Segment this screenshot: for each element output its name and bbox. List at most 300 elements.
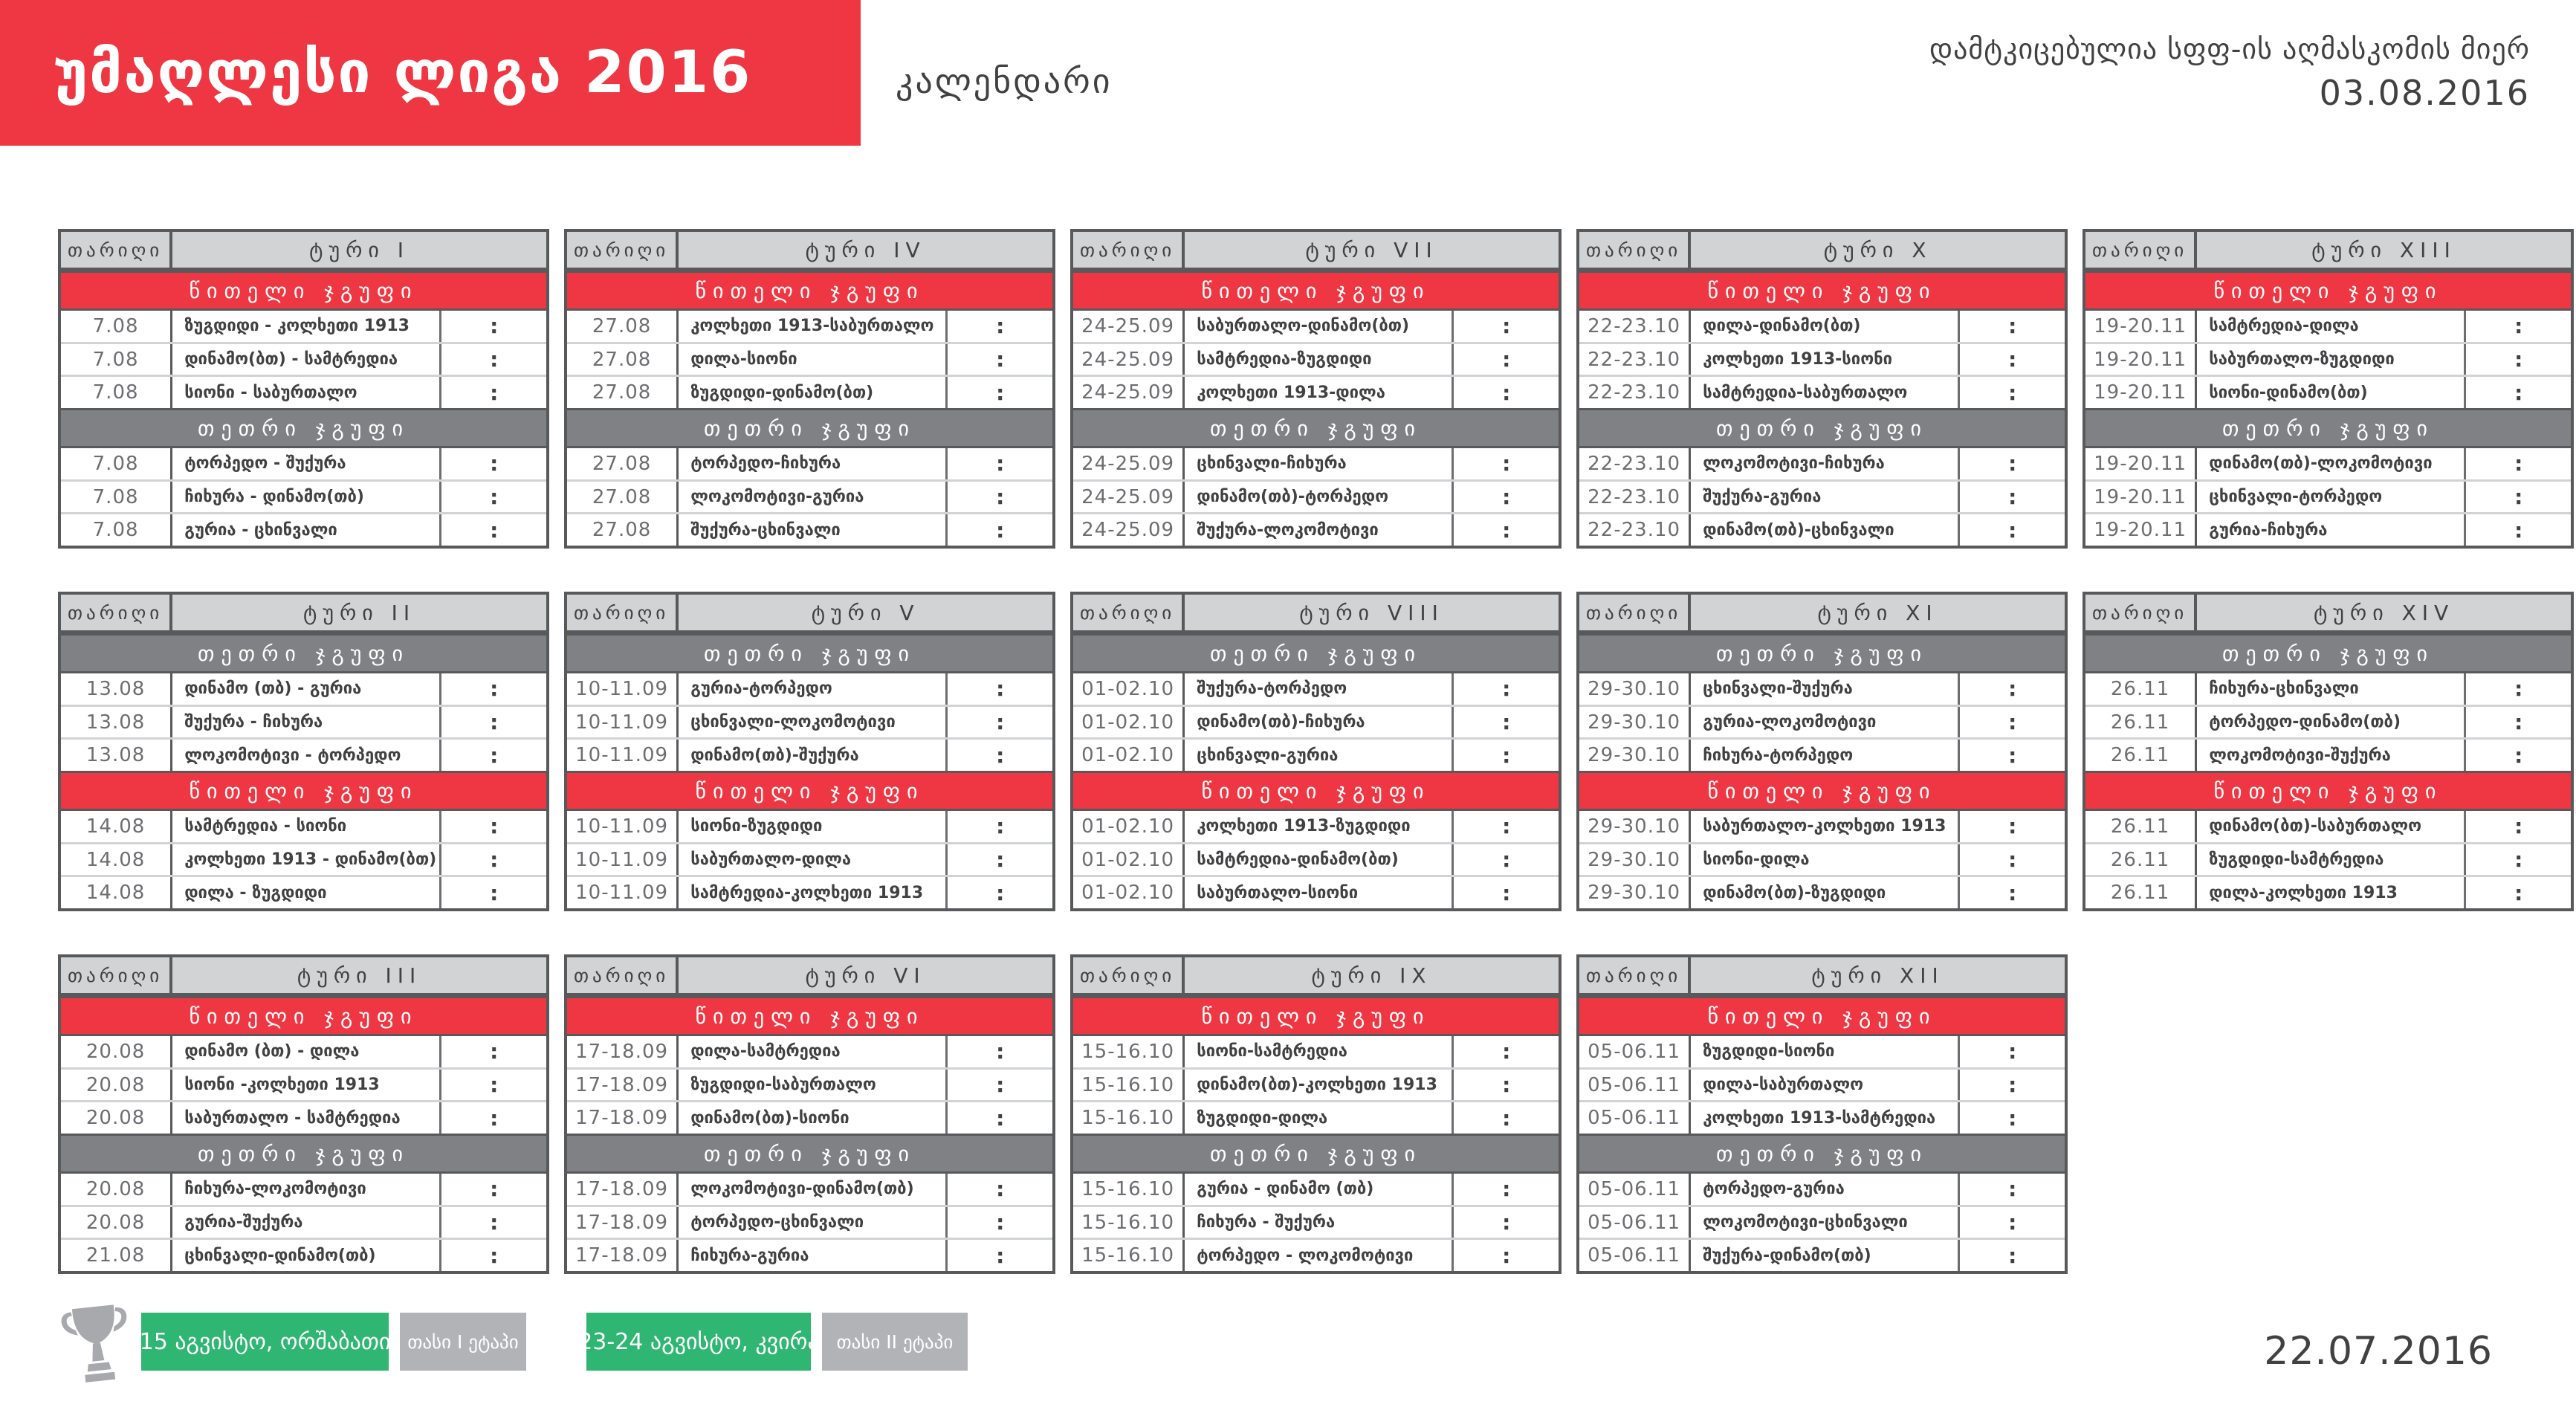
white-group-band: თეთრი ჯგუფი [1579, 408, 2065, 448]
group-section [61, 1036, 546, 1134]
tour-title: ტური VII [1305, 237, 1438, 262]
match-pairing: დინამო (ბთ) - დილა [184, 1042, 360, 1061]
match-date: 22-23.10 [1579, 514, 1691, 546]
match-date: 29-30.10 [1579, 811, 1691, 842]
tour-table-header [61, 957, 546, 996]
match-pairing: სიონი -კოლხეთი 1913 [184, 1076, 380, 1094]
league-banner [0, 0, 861, 146]
match-pairing: ზუგდიდი-საბურთალო [690, 1076, 876, 1094]
group-section [1579, 1174, 2065, 1271]
match-row [61, 811, 546, 842]
score-cell: : [1958, 1174, 2065, 1205]
match-row [567, 375, 1052, 408]
match-date: 15-16.10 [1073, 1102, 1185, 1134]
match-pairing: დინამო(ბთ)-საბურთალო [2209, 817, 2422, 836]
group-section [61, 811, 546, 908]
score-cell: : [1958, 514, 2065, 546]
match-row [1579, 811, 2065, 842]
match-date: 22-23.10 [1579, 448, 1691, 479]
red-group-band: წითელი ჯგუფი [567, 996, 1052, 1036]
match-date: 10-11.09 [567, 844, 679, 876]
match-pairing: ცხინვალი-ჩიხურა [1197, 454, 1347, 473]
date-column-header: თარიღი [61, 595, 172, 630]
score-cell: : [439, 811, 546, 842]
match-date: 26.11 [2085, 673, 2197, 705]
match-date: 15-16.10 [1073, 1240, 1185, 1271]
match-date: 24-25.09 [1073, 311, 1185, 342]
score-cell: : [439, 514, 546, 546]
red-group-band: წითელი ჯგუფი [61, 271, 546, 311]
match-date: 14.08 [61, 811, 172, 842]
match-row [567, 811, 1052, 842]
score-cell: : [1958, 1102, 2065, 1134]
date-column-header: თარიღი [1073, 957, 1185, 993]
match-row [1073, 705, 1559, 738]
approval-date: 03.08.2016 [2319, 73, 2530, 113]
score-cell: : [439, 377, 546, 408]
match-date: 29-30.10 [1579, 844, 1691, 876]
red-group-band: წითელი ჯგუფი [567, 271, 1052, 311]
match-pairing: საბურთალო-დინამო(ბთ) [1197, 317, 1410, 336]
match-row [567, 1238, 1052, 1271]
match-row [1073, 311, 1559, 342]
match-row [1579, 1205, 2065, 1238]
match-date: 10-11.09 [567, 877, 679, 908]
tour-table-header [1579, 232, 2065, 271]
group-section [2085, 811, 2571, 908]
score-cell: : [439, 482, 546, 513]
group-section [567, 311, 1052, 408]
cup-stage2-date-button[interactable]: 23-24 აგვისტო, კვირა [586, 1313, 811, 1371]
score-cell: : [945, 740, 1052, 771]
match-pairing: სიონი-ზუგდიდი [690, 817, 823, 836]
group-section [61, 311, 546, 408]
match-row [61, 1100, 546, 1134]
group-section [61, 448, 546, 546]
match-date: 22-23.10 [1579, 482, 1691, 513]
date-column-header: თარიღი [567, 595, 679, 630]
match-pairing: ჩიხურა-ცხინვალი [2209, 679, 2359, 699]
score-cell: : [1958, 1240, 2065, 1271]
match-date: 10-11.09 [567, 740, 679, 771]
match-date: 27.08 [567, 448, 679, 479]
match-date: 01-02.10 [1073, 811, 1185, 842]
match-pairing: კოლხეთი 1913-საბურთალო [690, 317, 934, 336]
tour-table-header [567, 232, 1052, 271]
match-date: 10-11.09 [567, 811, 679, 842]
score-cell: : [2464, 482, 2571, 513]
red-group-band: წითელი ჯგუფი [1073, 996, 1559, 1036]
match-row [567, 1067, 1052, 1101]
score-cell: : [1958, 811, 2065, 842]
match-row [1579, 512, 2065, 546]
match-date: 19-20.11 [2085, 344, 2197, 375]
score-cell: : [2464, 707, 2571, 738]
match-pairing: ზუგდიდი-სიონი [1703, 1042, 1835, 1061]
match-pairing: შუქურა - ჩიხურა [184, 713, 323, 731]
match-date: 14.08 [61, 844, 172, 876]
tour-title: ტური IX [1311, 963, 1432, 988]
match-pairing: სამტრედია-დილა [2209, 317, 2359, 336]
cup-stage1-date-button[interactable]: 15 აგვისტო, ორშაბათი [141, 1313, 389, 1371]
score-cell: : [945, 707, 1052, 738]
group-section [1579, 811, 2065, 908]
white-group-band: თეთრი ჯგუფი [2085, 408, 2571, 448]
white-group-band: თეთრი ჯგუფი [567, 1134, 1052, 1174]
match-row [61, 479, 546, 513]
match-pairing: კოლხეთი 1913-დილა [1197, 383, 1385, 402]
match-row [1579, 842, 2065, 876]
match-date: 22-23.10 [1579, 344, 1691, 375]
score-cell: : [2464, 448, 2571, 479]
group-section [2085, 311, 2571, 408]
score-cell: : [945, 344, 1052, 375]
match-date: 20.08 [61, 1036, 172, 1067]
match-date: 01-02.10 [1073, 707, 1185, 738]
score-cell: : [439, 1174, 546, 1205]
tour-table [2083, 592, 2574, 911]
match-row [1073, 1067, 1559, 1101]
group-section [567, 673, 1052, 771]
match-pairing: ცხინვალი-გურია [1197, 746, 1339, 765]
score-cell: : [1958, 1070, 2065, 1101]
tour-table [564, 954, 1055, 1274]
red-group-band: წითელი ჯგუფი [1579, 996, 2065, 1036]
match-row [1579, 1036, 2065, 1067]
red-group-band: წითელი ჯგუფი [2085, 271, 2571, 311]
match-row [1579, 1174, 2065, 1205]
match-row [2085, 842, 2571, 876]
score-cell: : [439, 344, 546, 375]
match-date: 20.08 [61, 1207, 172, 1238]
tour-table-header [61, 595, 546, 633]
tour-title: ტური VI [805, 963, 926, 988]
score-cell: : [945, 448, 1052, 479]
score-cell: : [1958, 482, 2065, 513]
score-cell: : [1452, 344, 1559, 375]
group-section [61, 1174, 546, 1271]
tours-grid [58, 229, 2574, 1274]
match-date: 17-18.09 [567, 1174, 679, 1205]
score-cell: : [945, 311, 1052, 342]
score-cell: : [945, 482, 1052, 513]
match-pairing: შუქურა-ცხინვალი [690, 520, 841, 540]
score-cell: : [945, 1102, 1052, 1134]
match-pairing: კოლხეთი 1913-ზუგდიდი [1197, 817, 1411, 836]
trophy-icon [59, 1302, 134, 1385]
match-pairing: ტორპედო-გურია [1703, 1180, 1845, 1199]
match-date: 7.08 [61, 482, 172, 513]
tour-table [1576, 954, 2068, 1274]
match-date: 22-23.10 [1579, 377, 1691, 408]
match-pairing: ტორპედო-დინამო(თბ) [2209, 713, 2401, 731]
match-date: 29-30.10 [1579, 673, 1691, 705]
match-row [1579, 737, 2065, 771]
match-date: 7.08 [61, 344, 172, 375]
tour-table-header [61, 232, 546, 271]
match-date: 15-16.10 [1073, 1174, 1185, 1205]
match-row [2085, 811, 2571, 842]
score-cell: : [2464, 740, 2571, 771]
match-date: 01-02.10 [1073, 740, 1185, 771]
cup-stage2-label-button[interactable]: თასი II ეტაპი [822, 1313, 968, 1371]
match-row [567, 673, 1052, 705]
match-pairing: შუქურა-გურია [1703, 488, 1822, 506]
score-cell: : [1452, 514, 1559, 546]
match-row [1579, 342, 2065, 375]
match-row [1579, 875, 2065, 908]
score-cell: : [1452, 1207, 1559, 1238]
match-row [2085, 311, 2571, 342]
match-pairing: საბურთალო-კოლხეთი 1913 [1703, 817, 1946, 836]
match-row [1073, 342, 1559, 375]
match-row [61, 1238, 546, 1271]
score-cell: : [2464, 877, 2571, 908]
match-row [61, 673, 546, 705]
group-section [1579, 311, 2065, 408]
score-cell: : [2464, 811, 2571, 842]
match-row [1073, 1238, 1559, 1271]
match-row [61, 512, 546, 546]
tour-title: ტური III [297, 963, 422, 988]
red-group-band: წითელი ჯგუფი [1073, 771, 1559, 811]
match-date: 05-06.11 [1579, 1174, 1691, 1205]
tour-table-header [2085, 595, 2571, 633]
score-cell: : [1452, 1036, 1559, 1067]
group-section [2085, 673, 2571, 771]
match-row [1073, 1205, 1559, 1238]
group-section [1073, 811, 1559, 908]
tour-title: ტური XIV [2313, 600, 2455, 625]
match-row [2085, 737, 2571, 771]
match-row [61, 705, 546, 738]
match-row [1579, 705, 2065, 738]
score-cell: : [1958, 1207, 2065, 1238]
match-pairing: გურია - დინამო (თბ) [1197, 1180, 1374, 1199]
match-row [1073, 1100, 1559, 1134]
match-date: 19-20.11 [2085, 448, 2197, 479]
tour-title: ტური X [1823, 237, 1932, 262]
match-pairing: ლოკომოტივი-ცხინვალი [1703, 1213, 1908, 1232]
score-cell: : [1452, 1174, 1559, 1205]
score-cell: : [1452, 877, 1559, 908]
match-pairing: დილა-კოლხეთი 1913 [2209, 883, 2398, 902]
match-pairing: ლოკომოტივი-ჩიხურა [1703, 454, 1885, 473]
match-pairing: კოლხეთი 1913-სამტრედია [1703, 1108, 1936, 1128]
match-row [2085, 705, 2571, 738]
match-row [1073, 448, 1559, 479]
group-section [567, 1036, 1052, 1134]
score-cell: : [945, 844, 1052, 876]
score-cell: : [945, 673, 1052, 705]
score-cell: : [1452, 1240, 1559, 1271]
match-pairing: დინამო(ბთ)-ზუგდიდი [1703, 883, 1886, 902]
match-date: 01-02.10 [1073, 673, 1185, 705]
match-pairing: სიონი - საბურთალო [184, 383, 357, 402]
match-row [1579, 311, 2065, 342]
match-row [567, 1205, 1052, 1238]
white-group-band: თეთრი ჯგუფი [1579, 633, 2065, 673]
match-pairing: შუქურა-ლოკომოტივი [1197, 520, 1379, 540]
tour-table [58, 592, 549, 911]
match-date: 24-25.09 [1073, 514, 1185, 546]
match-date: 24-25.09 [1073, 344, 1185, 375]
tour-table-header [567, 595, 1052, 633]
match-pairing: დილა - ზუგდიდი [184, 883, 327, 902]
score-cell: : [945, 1070, 1052, 1101]
group-section [1073, 448, 1559, 546]
match-pairing: სამტრედია-დინამო(ბთ) [1197, 850, 1399, 869]
match-pairing: ჩიხურა - დინამო(თბ) [184, 488, 364, 506]
created-date: 22.07.2016 [2264, 1329, 2493, 1374]
group-section [1073, 311, 1559, 408]
score-cell: : [1452, 844, 1559, 876]
match-row [567, 448, 1052, 479]
match-pairing: ცხინვალი-შუქურა [1703, 679, 1853, 699]
match-date: 29-30.10 [1579, 707, 1691, 738]
match-date: 24-25.09 [1073, 482, 1185, 513]
red-group-band: წითელი ჯგუფი [567, 771, 1052, 811]
match-row [2085, 375, 2571, 408]
match-row [1579, 375, 2065, 408]
tour-title: ტური XI [1817, 600, 1938, 625]
match-date: 26.11 [2085, 707, 2197, 738]
match-pairing: დინამო (თბ) - გურია [184, 679, 362, 699]
match-pairing: ტორპედო - შუქურა [184, 454, 346, 473]
match-pairing: საბურთალო-ზუგდიდი [2209, 350, 2395, 369]
date-column-header: თარიღი [567, 232, 679, 268]
tour-title: ტური II [303, 600, 416, 625]
red-group-band: წითელი ჯგუფი [61, 771, 546, 811]
score-cell: : [945, 1174, 1052, 1205]
match-row [61, 1174, 546, 1205]
match-date: 27.08 [567, 344, 679, 375]
score-cell: : [439, 1240, 546, 1271]
tour-title: ტური VIII [1299, 600, 1444, 625]
match-pairing: ლოკომოტივი - ტორპედო [184, 746, 401, 765]
league-title: უმაღლესი ლიგა 2016 [54, 39, 752, 106]
match-date: 14.08 [61, 877, 172, 908]
score-cell: : [945, 1207, 1052, 1238]
match-pairing: ჩიხურა - შუქურა [1197, 1213, 1336, 1232]
tour-table [564, 229, 1055, 549]
match-row [61, 875, 546, 908]
match-pairing: ცხინვალი-ტორპედო [2209, 488, 2383, 506]
score-cell: : [439, 1070, 546, 1101]
match-row [567, 1036, 1052, 1067]
tour-table-header [2085, 232, 2571, 271]
score-cell: : [2464, 673, 2571, 705]
red-group-band: წითელი ჯგუფი [1579, 271, 2065, 311]
match-pairing: სიონი-სამტრედია [1197, 1042, 1347, 1061]
group-section [567, 1174, 1052, 1271]
score-cell: : [1958, 1036, 2065, 1067]
tour-table [1576, 229, 2068, 549]
match-date: 15-16.10 [1073, 1036, 1185, 1067]
tour-table [1070, 592, 1562, 911]
match-date: 05-06.11 [1579, 1036, 1691, 1067]
score-cell: : [1958, 740, 2065, 771]
match-date: 29-30.10 [1579, 877, 1691, 908]
match-row [61, 1205, 546, 1238]
match-pairing: გურია-შუქურა [184, 1213, 303, 1232]
match-date: 26.11 [2085, 877, 2197, 908]
date-column-header: თარიღი [567, 957, 679, 993]
score-cell: : [1958, 311, 2065, 342]
date-column-header: თარიღი [1579, 957, 1691, 993]
match-date: 24-25.09 [1073, 377, 1185, 408]
score-cell: : [1452, 707, 1559, 738]
match-pairing: დინამო(ბთ)-კოლხეთი 1913 [1197, 1076, 1437, 1094]
match-pairing: კოლხეთი 1913 - დინამო(ბთ) [184, 850, 437, 869]
white-group-band: თეთრი ჯგუფი [61, 408, 546, 448]
match-date: 20.08 [61, 1070, 172, 1101]
match-row [1073, 842, 1559, 876]
match-row [61, 1067, 546, 1101]
match-date: 10-11.09 [567, 673, 679, 705]
score-cell: : [945, 1240, 1052, 1271]
match-date: 17-18.09 [567, 1102, 679, 1134]
match-pairing: ზუგდიდი-დინამო(ბთ) [690, 383, 874, 402]
match-date: 27.08 [567, 482, 679, 513]
match-pairing: დინამო(თბ)-ტორპედო [1197, 488, 1388, 506]
match-row [1579, 1100, 2065, 1134]
score-cell: : [2464, 311, 2571, 342]
match-row [567, 479, 1052, 513]
red-group-band: წითელი ჯგუფი [2085, 771, 2571, 811]
tour-table [1070, 229, 1562, 549]
match-date: 26.11 [2085, 844, 2197, 876]
score-cell: : [439, 673, 546, 705]
tour-title: ტური XII [1811, 963, 1944, 988]
match-row [1073, 673, 1559, 705]
group-section [567, 448, 1052, 546]
match-pairing: დილა-დინამო(ბთ) [1703, 317, 1861, 336]
match-row [1579, 479, 2065, 513]
match-row [1579, 1067, 2065, 1101]
tour-title: ტური XIII [2311, 237, 2456, 262]
score-cell: : [1958, 448, 2065, 479]
match-row [61, 737, 546, 771]
group-section [1073, 673, 1559, 771]
score-cell: : [439, 311, 546, 342]
group-section [1073, 1036, 1559, 1134]
score-cell: : [945, 377, 1052, 408]
group-section [567, 811, 1052, 908]
match-date: 17-18.09 [567, 1070, 679, 1101]
date-column-header: თარიღი [1579, 595, 1691, 630]
score-cell: : [439, 740, 546, 771]
date-column-header: თარიღი [2085, 595, 2197, 630]
score-cell: : [1452, 377, 1559, 408]
tour-table [58, 229, 549, 549]
score-cell: : [439, 877, 546, 908]
match-pairing: სიონი-დინამო(ბთ) [2209, 383, 2368, 402]
match-row [1579, 1238, 2065, 1271]
match-row [567, 1100, 1052, 1134]
date-column-header: თარიღი [1073, 232, 1185, 268]
match-date: 27.08 [567, 377, 679, 408]
cup-stage1-label-button[interactable]: თასი I ეტაპი [400, 1313, 526, 1371]
tour-table-header [1579, 957, 2065, 996]
match-date: 05-06.11 [1579, 1070, 1691, 1101]
match-pairing: შუქურა-ტორპედო [1197, 679, 1347, 699]
match-row [567, 311, 1052, 342]
date-column-header: თარიღი [61, 232, 172, 268]
red-group-band: წითელი ჯგუფი [1073, 271, 1559, 311]
score-cell: : [439, 1036, 546, 1067]
score-cell: : [439, 1207, 546, 1238]
